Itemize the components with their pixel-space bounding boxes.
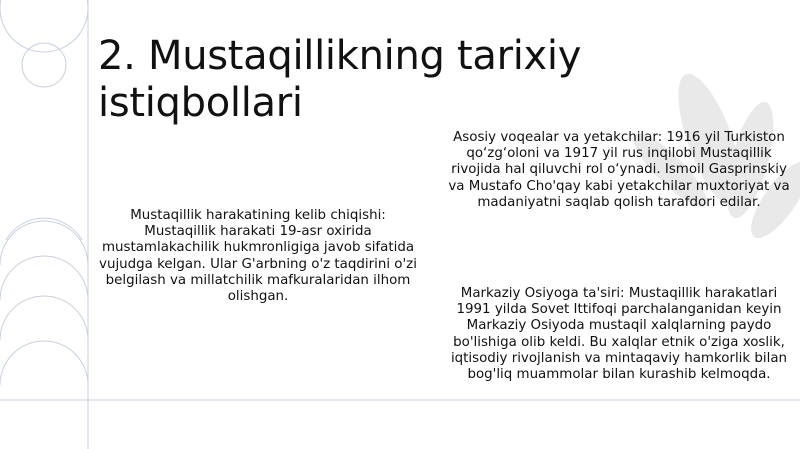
text-block-origins: Mustaqillik harakatining kelib chiqishi: Mustaqillik harakati 19-asr oxirida mustamlakachilik hukmronligiga javob sifatida vujudga kelgan. Ular G'arbning o'z taqdirini o'zi belgilash va millatchilik mafkuralaridan ilhom olishgan. — [99, 208, 417, 305]
text-block-events: Asosiy voqealar va yetakchilar: 1916 yil Turkiston qo‘zg‘oloni va 1917 yil rus inqilobi Mustaqillik rivojida hal qiluvchi rol o‘ynadi. Ismoil Gasprinskiy va Mustafo Cho'qay kabi yetakchilar muxtoriyat va madaniyatni saqlab qolish tarafdori edilar. — [448, 130, 790, 210]
deco-circle-small — [22, 43, 66, 87]
deco-arc — [0, 341, 88, 385]
page-title: 2. Mustaqillikning tarixiy istiqbollari — [98, 32, 582, 126]
deco-circle — [0, 0, 88, 52]
text-block-impact: Markaziy Osiyoga ta'siri: Mustaqillik harakatlari 1991 yilda Sovet Ittifoqi parchalanganidan keyin Markaziy Osiyoda mustaqil xalqlarning paydo bo'lishiga olib keldi. Bu xalqlar etnik o'ziga xoslik, iqtisodiy rivojlanish va mintaqaviy hamkorlik bilan bog'liq muammolar bilan kurashib kelmoqda. — [450, 286, 788, 383]
deco-arc — [0, 221, 88, 265]
deco-arc — [0, 296, 88, 340]
deco-arc — [0, 256, 88, 300]
